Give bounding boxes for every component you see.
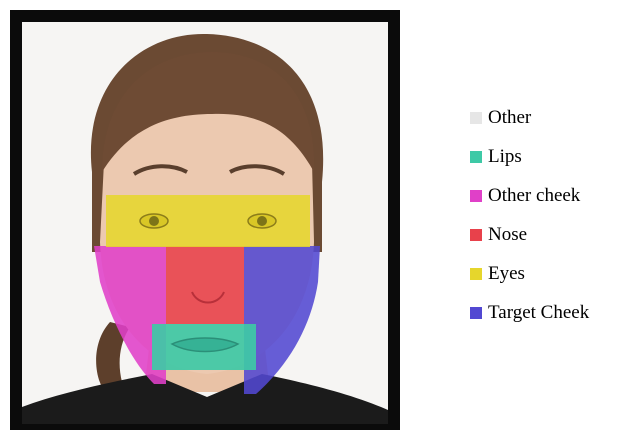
pupil-right: [257, 216, 267, 226]
legend-label-eyes: Eyes: [488, 263, 525, 284]
legend-item-other-cheek: [470, 186, 624, 206]
legend-item-target-cheek: [470, 303, 624, 323]
region-eyes: [106, 195, 310, 247]
legend-swatch-other-cheek: [470, 190, 482, 202]
legend-swatch-nose: [470, 229, 482, 241]
legend-swatch-other: [470, 112, 482, 124]
legend-item-eyes: [470, 264, 624, 284]
legend-label-other-cheek: Other cheek: [488, 185, 581, 206]
region-nose: [166, 246, 244, 324]
legend-swatch-lips: [470, 151, 482, 163]
legend-label-lips: Lips: [488, 146, 522, 167]
legend-swatch-eyes: [470, 268, 482, 280]
pupil-left: [149, 216, 159, 226]
legend-label-target-cheek: Target Cheek: [488, 302, 590, 323]
legend-item-other: [470, 108, 624, 128]
legend-item-nose: [470, 225, 624, 245]
face-photo-frame: [10, 10, 400, 430]
face-illustration: [22, 22, 388, 424]
legend: [470, 108, 624, 342]
legend-label-other: Other: [488, 107, 532, 128]
legend-label-nose: Nose: [488, 224, 528, 245]
legend-swatch-target-cheek: [470, 307, 482, 319]
legend-item-lips: [470, 147, 624, 167]
face-photo: [22, 22, 388, 424]
